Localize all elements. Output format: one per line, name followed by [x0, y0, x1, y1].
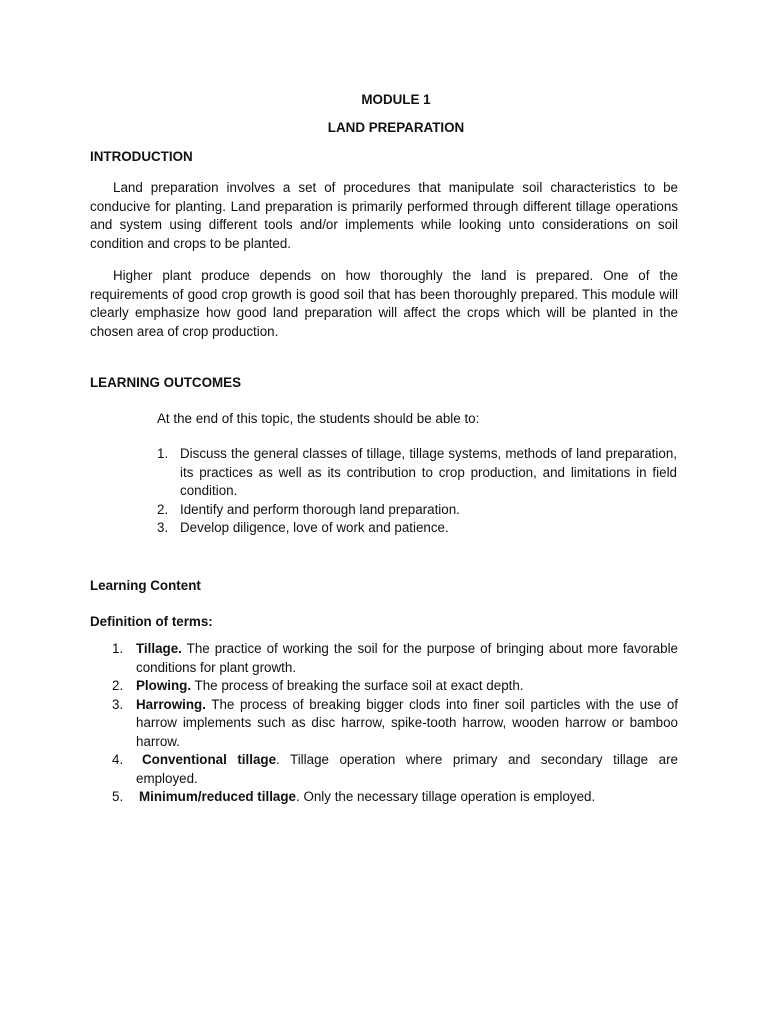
list-item-number: 1.: [157, 446, 169, 461]
list-item-number: 5.: [112, 789, 124, 804]
list-item: [112, 751, 678, 788]
list-item-text: Identify and perform thorough land preparation.: [180, 501, 460, 517]
definitions-list: [112, 640, 678, 807]
module-subtitle: LAND PREPARATION: [327, 120, 465, 135]
definitions-heading: Definition of terms:: [90, 614, 213, 629]
list-item-number: 1.: [112, 641, 124, 656]
document-page: [90, 0, 678, 1024]
introduction-heading: INTRODUCTION: [90, 149, 193, 164]
list-item-number: 2.: [112, 678, 124, 693]
term-definition: . Only the necessary tillage operation is employed.: [296, 789, 596, 804]
list-item-text: Develop diligence, love of work and patience.: [180, 520, 449, 535]
term-definition: The practice of working the soil for the purpose of bringing about more favorable conditions for plant growth.: [136, 641, 678, 675]
list-item: [157, 501, 677, 520]
list-item: [157, 445, 677, 501]
list-item-number: 2.: [157, 501, 169, 517]
term-definition: The process of breaking the surface soil at exact depth.: [191, 678, 524, 693]
list-item: [112, 788, 678, 807]
term-label: Minimum/reduced tillage: [139, 789, 296, 804]
learning-content-heading: Learning Content: [90, 578, 201, 593]
term-definition: The process of breaking bigger clods into finer soil particles with the use of harrow implements such as disc harrow, spike-tooth harrow, wooden harrow or bamboo harrow.: [136, 696, 678, 749]
term-label: Conventional tillage: [142, 752, 277, 767]
list-item-number: 3.: [112, 696, 124, 712]
learning-outcomes-list: [157, 445, 677, 538]
list-item-number: 3.: [157, 520, 169, 535]
list-item: [157, 519, 677, 538]
list-item-number: 4.: [112, 752, 124, 767]
introduction-paragraph-2: Higher plant produce depends on how thoroughly the land is prepared. One of the requirements of good crop growth is good soil that has been thoroughly prepared. This module will clearly emphasize how good land preparation will affect the crops which will be planted in the chosen area of crop production.: [90, 268, 678, 339]
learning-outcomes-lead: At the end of this topic, the students should be able to:: [157, 411, 480, 426]
list-item: [112, 696, 678, 752]
term-label: Plowing.: [136, 678, 192, 693]
list-item: [112, 677, 678, 696]
term-definition: . Tillage operation where primary and secondary tillage are employed.: [136, 752, 678, 786]
list-item-text: Discuss the general classes of tillage, tillage systems, methods of land preparation, its practices as well as its contribution to crop production, and limitations in field condition.: [180, 446, 677, 498]
term-label: Harrowing.: [136, 696, 206, 712]
list-item: [112, 640, 678, 677]
module-title: MODULE 1: [361, 92, 431, 107]
learning-outcomes-heading: LEARNING OUTCOMES: [90, 375, 242, 390]
term-label: Tillage.: [136, 641, 182, 656]
introduction-paragraph-1: Land preparation involves a set of procedures that manipulate soil characteristics to be conducive for planting. Land preparation is primarily performed through different tillage operations and system using different tools and/or implements while looking unto considerations on soil condition and crops to be planted.: [90, 180, 678, 251]
